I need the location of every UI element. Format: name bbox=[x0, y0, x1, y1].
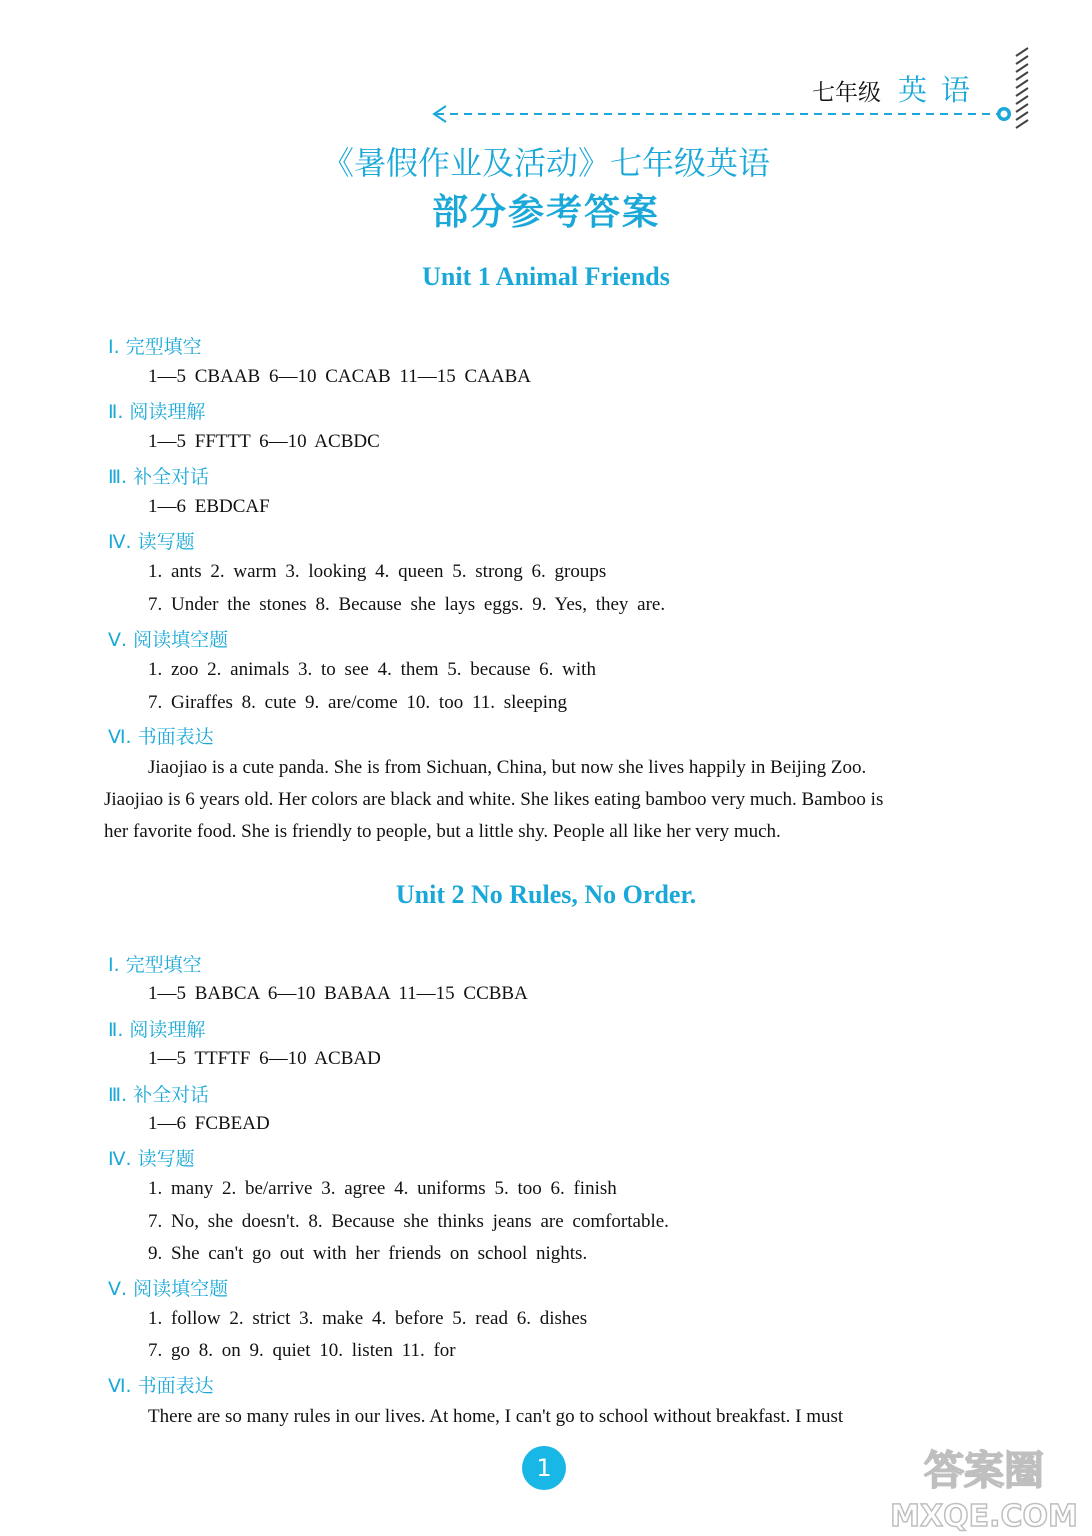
unit2-section3-answers: 1—6 FCBEAD bbox=[148, 1113, 270, 1134]
unit1-section1-answers: 1—5 CBAAB 6—10 CACAB 11—15 CAABA bbox=[148, 366, 531, 387]
unit2-section1-answers: 1—5 BABCA 6—10 BABAA 11—15 CCBBA bbox=[148, 983, 528, 1004]
unit1-section2-label: Ⅱ. 阅读理解 bbox=[108, 401, 206, 423]
unit2-section2-label: Ⅱ. 阅读理解 bbox=[108, 1019, 206, 1041]
unit1-essay-line2: Jiaojiao is 6 years old. Her colors are black and white. She likes eating bamboo very much. Bamboo is bbox=[104, 789, 884, 810]
unit1-section5-answers-line2: 7. Giraffes 8. cute 9. are/come 10. too 11. sleeping bbox=[148, 692, 568, 713]
book-title: 《暑假作业及活动》七年级英语 bbox=[321, 144, 770, 182]
unit1-section3-answers: 1—6 EBDCAF bbox=[148, 496, 270, 517]
unit1-section5-answers-line1: 1. zoo 2. animals 3. to see 4. them 5. because 6. with bbox=[148, 659, 596, 680]
header-arrow-line bbox=[432, 104, 1012, 124]
unit2-section5-answers-line2: 7. go 8. on 9. quiet 10. listen 11. for bbox=[148, 1340, 456, 1361]
header-subject: 英语 bbox=[898, 73, 985, 107]
unit1-title: Unit 1 Animal Friends bbox=[422, 262, 670, 291]
page-number-badge: 1 bbox=[522, 1446, 566, 1490]
unit2-title: Unit 2 No Rules, No Order. bbox=[395, 880, 697, 909]
unit2-essay-line1: There are so many rules in our lives. At home, I can't go to school without breakfast. I must bbox=[148, 1406, 844, 1427]
unit2-section5-label: Ⅴ. 阅读填空题 bbox=[108, 1278, 229, 1300]
watermark-logo bbox=[884, 1440, 1084, 1532]
unit1-section1-label: Ⅰ. 完型填空 bbox=[108, 336, 202, 358]
unit2-section4-label: Ⅳ. 读写题 bbox=[108, 1148, 195, 1170]
unit2-section4-answers-line3: 9. She can't go out with her friends on school nights. bbox=[148, 1243, 588, 1264]
unit2-section3-label: Ⅲ. 补全对话 bbox=[108, 1084, 210, 1106]
unit2-section4-answers-line1: 1. many 2. be/arrive 3. agree 4. uniforms 5. too 6. finish bbox=[148, 1178, 617, 1199]
unit1-section6-label: Ⅵ. 书面表达 bbox=[108, 726, 214, 748]
unit2-section6-label: Ⅵ. 书面表达 bbox=[108, 1375, 214, 1397]
unit2-section1-label: Ⅰ. 完型填空 bbox=[108, 954, 202, 976]
header-grade: 七年级 bbox=[812, 80, 881, 106]
corner-hatch-decoration bbox=[1012, 46, 1034, 134]
unit2-section2-answers: 1—5 TTFTF 6—10 ACBAD bbox=[148, 1048, 381, 1069]
svg-text:答案圈: 答案圈 bbox=[924, 1448, 1044, 1494]
unit2-section4-answers-line2: 7. No, she doesn't. 8. Because she thinks jeans are comfortable. bbox=[148, 1211, 669, 1232]
unit1-section4-answers-line1: 1. ants 2. warm 3. looking 4. queen 5. strong 6. groups bbox=[148, 561, 607, 582]
unit1-section3-label: Ⅲ. 补全对话 bbox=[108, 466, 210, 488]
main-title: 部分参考答案 bbox=[431, 192, 660, 233]
unit1-section2-answers: 1—5 FFTTT 6—10 ACBDC bbox=[148, 431, 380, 452]
unit1-section4-label: Ⅳ. 读写题 bbox=[108, 531, 195, 553]
unit1-section4-answers-line2: 7. Under the stones 8. Because she lays eggs. 9. Yes, they are. bbox=[148, 594, 666, 615]
svg-text:MXQE.COM: MXQE.COM bbox=[890, 1499, 1078, 1532]
unit2-section5-answers-line1: 1. follow 2. strict 3. make 4. before 5. read 6. dishes bbox=[148, 1308, 588, 1329]
unit1-section5-label: Ⅴ. 阅读填空题 bbox=[108, 629, 229, 651]
unit1-essay-line1: Jiaojiao is a cute panda. She is from Sichuan, China, but now she lives happily in Beijing Zoo. bbox=[148, 757, 867, 778]
unit1-essay-line3: her favorite food. She is friendly to people, but a little shy. People all like her very much. bbox=[104, 821, 781, 842]
